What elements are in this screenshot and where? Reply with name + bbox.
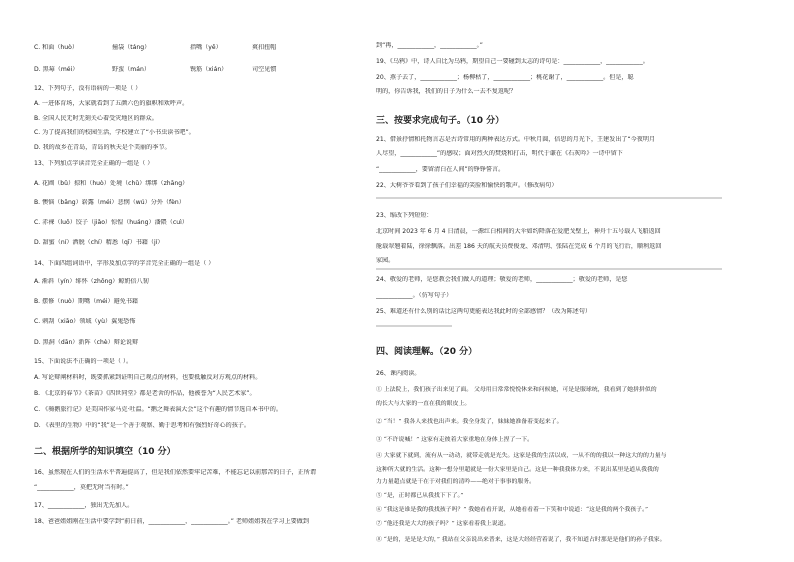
question-15-option-d: D. 《表里的生物》中的“我”是一个善于观察、勤于思考和有强烈好奇心的孩子。 bbox=[34, 422, 250, 429]
question-14-option-a: A. 渐斜（yín）绯怀（zhōng）鲸奶倍八韧 bbox=[34, 278, 149, 285]
question-12-option-d: D. 我的故乡在青岛，青岛的秋天是个美丽的季节。 bbox=[34, 144, 171, 151]
question-13-option-b: B. 懊恼（bāng）崭露（méi）悲悯（wú）分外（fèn） bbox=[34, 199, 185, 206]
question-16-blank: “____________，莫把无时当有时。” bbox=[34, 484, 129, 491]
question-24: 24、敬爱的老师，是您教会我们做人的道理；敬爱的老师，____________；敬爱的老师，是您 bbox=[376, 276, 628, 283]
passage-paragraph-1: ① 上法院上，我们孩子出来见了面。 父母用日常常悦悦休来和问候她，可是是服球统，我看到了她拼拼似的 bbox=[376, 387, 657, 393]
option-c-row: C. 和面（huò） 撞袋（táng） 指嘴（yē） 爽扣扭帽 bbox=[34, 44, 277, 51]
section-4-heading: 四、阅读理解。（20 分） bbox=[376, 347, 478, 357]
passage-paragraph-4: ④ 大家就下就到，流有从一动动，就带走就是光失。这家是我的生活以成，一从不的的我以一种这大的的力量与 bbox=[376, 453, 667, 459]
question-15: 15、下面说法不正确的一项是（ ）。 bbox=[34, 358, 133, 365]
passage-paragraph-1-continued: 的长大与大家的一直在我的眼皮上。 bbox=[376, 401, 471, 407]
question-21-line-3: “____________，要留清白在人间”的铮铮誓言。 bbox=[376, 166, 505, 173]
right-column bbox=[376, 0, 722, 562]
question-13: 13、下列加点字读音完全正确的一组是（ ） bbox=[34, 160, 154, 167]
question-14-option-d: D. 黑洞（dān）新阵（chè）辩论说辩 bbox=[34, 339, 139, 346]
passage-paragraph-5: ⑤ “是，正时都已从我找下下了。” bbox=[376, 493, 464, 499]
question-14-option-c: C. 刺刮（xiāo）领域（yù）翼鬼恐怖 bbox=[34, 318, 136, 325]
question-12-option-a: A. 一进体育场，大家就看到了五颜六色的旗帜和欢呼声。 bbox=[34, 100, 189, 107]
question-21-line-2: 人尽望，____________”的感叹；面对烈火的焚烧和打击，明代于谦在《石灰吟》一诗中留下 bbox=[376, 150, 623, 157]
question-23-passage-2: 舱载翠翘着陆，徐徐飘落。出差 186 天的航天员费俊龙、邓清明、张陆在完成 6 个月的飞行后，顺利返回 bbox=[376, 243, 662, 250]
question-13-option-c: C. 赤裸（luǒ）饺子（jiǎo）惊惶（huáng）潘隈（cuì） bbox=[34, 219, 188, 226]
question-14-option-b: B. 摆修（nuò）期嘴（méi）避免书籍 bbox=[34, 298, 139, 305]
option-d-row: D. 黑莓（méi） 野蛮（mán） 镌筋（xián） 司空见惯 bbox=[34, 66, 277, 73]
passage-paragraph-6: ⑥ “我这是谁是我的我找孩子吗？” 我她看看开说，从她看看着一下笑和中说道：“这是我的两个我孩子。” bbox=[376, 507, 649, 513]
section-2-heading: 二、根据所学的知识填空（10 分） bbox=[34, 447, 176, 457]
left-column bbox=[34, 0, 380, 562]
question-15-option-c: C. 《骑鹅旅行记》是美国作家马克·吐温。“鹅之舞表演大会”这个有趣的情节选自本书中的。 bbox=[34, 406, 282, 413]
question-25: 25、难道还有什么别的话比这两句更能表达我此时的全部感情？（改为陈述句） bbox=[376, 308, 591, 315]
section-3-heading: 三、按要求完成句子。（10 分） bbox=[376, 116, 505, 126]
question-20: 20、燕子去了，____________；杨柳枯了，____________；桃花谢了，____________。但是，聪 bbox=[376, 74, 634, 81]
passage-paragraph-8: ⑧ “是的，是是是大的，” 我站在父亲说出来普来，这是大经经营着说了，我不知道占时那是是他们的孙子我家。 bbox=[376, 537, 666, 543]
question-12: 12、下列句子，没有语病的一项是（ ） bbox=[34, 85, 142, 92]
question-18: 18、爸爸姐姐刚在生活中要学到“前日前，____________，____________。” 老师姐姐我在学习上要做到 bbox=[34, 518, 309, 525]
question-21: 21、借景抒情和托物言志是古诗常用的两种表达方式。中秋月圆，倍思的月光下，王建发出了“今夜明月 bbox=[376, 136, 656, 143]
passage-paragraph-7: ⑦ “他还我是大大的孩子吗？” 这家看着我上说道。 bbox=[376, 521, 510, 527]
question-15-option-b: B. 《北京的春节》《茶苗》《四世同堂》都是老舍的作品，他被誉为“人民艺术家”。 bbox=[34, 390, 256, 397]
question-13-option-d: D. 甜蜜（ní）洒脱（chí）精悉（qī）书籍（jí） bbox=[34, 239, 164, 246]
question-26: 26、课内阅读。 bbox=[376, 370, 421, 377]
question-14: 14、下面四组词语中，字形及加点字的字音完全正确的一组是（ ） bbox=[34, 260, 215, 267]
passage-paragraph-4-line-2: 这种所大就的生活。这种一想分里超就是一份大家里是自己。这是一种我我体力来，不说出某里是道从我我的 bbox=[376, 467, 659, 473]
passage-paragraph-3: ③ “不许说喊！” 这家有走彼着大家重地在身体上捏了一下。 bbox=[376, 437, 534, 443]
question-12-option-c: C. 为了提高我们的校园生活，学校建立了“小书虫读书吧”。 bbox=[34, 129, 195, 136]
question-15-option-a: A. 写论辩阐材料时，既要抓紧到证明自己观点的材料，也要抵触反对方观点的材料。 bbox=[34, 374, 262, 381]
question-17: 17、____________，独出无先加人。 bbox=[34, 502, 134, 509]
question-19: 19、《乌鸦》中，诗人自比为乌鸦，期望自己一要碰到太志的诗句是：____________，____________。 bbox=[376, 58, 649, 65]
question-13-option-a: A. 花圃（bǔ）掠和（huò）处境（chǔ）绑绑（zhāng） bbox=[34, 180, 189, 187]
question-23-passage-1: 北京时间 2023 年 6 月 4 日清晨，一源红白相间的大伞如约降落在爱肥戈壁上，神舟十五号载人飞船返回 bbox=[376, 228, 661, 235]
question-23: 23、缩改下列短短： bbox=[376, 212, 433, 219]
question-22: 22、大树爷爷看到了孩子们幸福的笑脸和愉快的歌声。（修改病句） bbox=[376, 182, 558, 189]
passage-paragraph-2: ② “当！” 我各人来找也出声来。我全身发了，妹妹她准备着变起来了。 bbox=[376, 419, 563, 425]
question-16: 16、虽然现在人们的生活水平普遍提高了，但是我们依然要牢记苦难，不能忘记以前那苦的日子，正所谓 bbox=[34, 469, 316, 476]
question-18-continued: 到“再，____________，____________。” bbox=[376, 42, 483, 49]
question-20-continued: 明的，你告诉我，我们的日子为什么一去不复返呢？ bbox=[376, 88, 517, 95]
question-23-passage-3: 家园。 bbox=[376, 257, 395, 264]
answer-line bbox=[376, 267, 722, 271]
answer-line bbox=[376, 324, 456, 328]
passage-paragraph-4-line-3: 力力量超点就是干在于对我们的清吟——绝对于事事的服务。 bbox=[376, 479, 536, 485]
question-12-option-b: B. 全国人民无时无刻关心着受灾地区的群众。 bbox=[34, 115, 158, 122]
question-24-continued: ____________。（仿写句子） bbox=[376, 292, 453, 299]
answer-line bbox=[376, 196, 722, 200]
